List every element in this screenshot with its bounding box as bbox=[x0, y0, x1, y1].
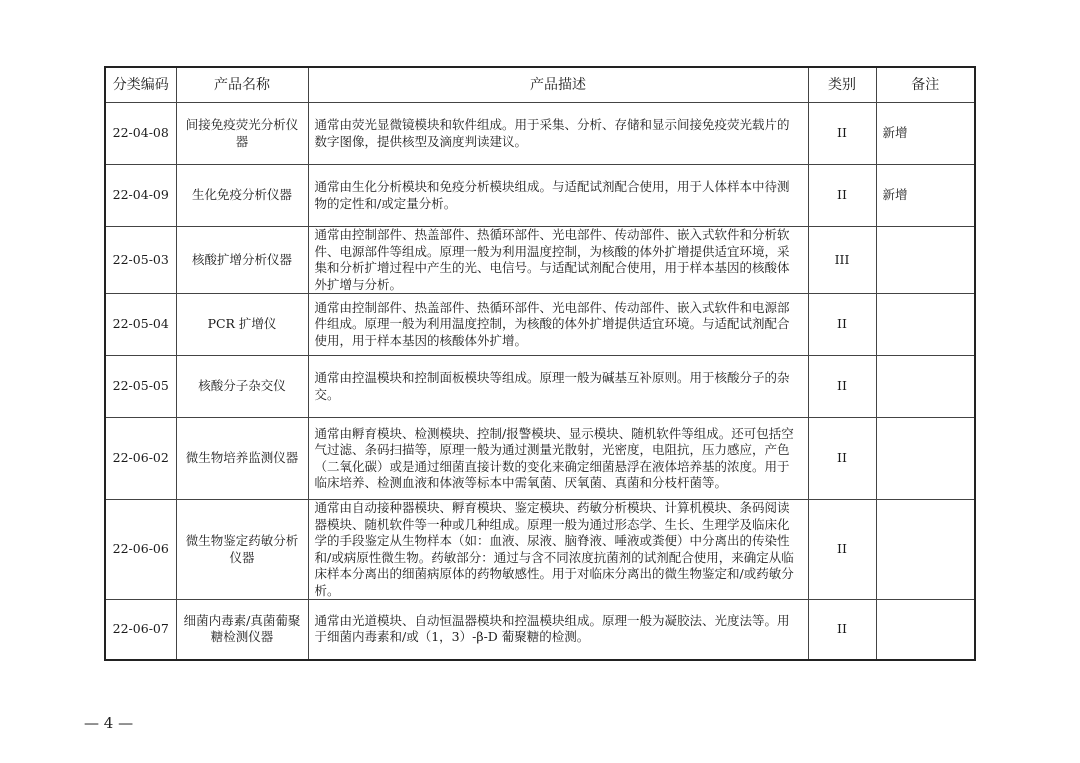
header-remark: 备注 bbox=[876, 67, 975, 103]
cell-remark bbox=[876, 356, 975, 418]
cell-code: 22-06-06 bbox=[105, 500, 176, 600]
header-code: 分类编码 bbox=[105, 67, 176, 103]
cell-description: 通常由孵育模块、检测模块、控制/报警模块、显示模块、随机软件等组成。还可包括空气过滤、条码扫描等，原理一般为通过测量光散射，光密度，电阻抗，压力感应，产色（二氧化碳）或是通过细菌直接计数的变化来确定细菌悬浮在液体培养基的浓度。用于临床培养、检测血液和体液等标本中需氧菌、厌氧菌、真菌和分枝杆菌等。 bbox=[308, 418, 808, 500]
table-row bbox=[105, 356, 975, 418]
table-row bbox=[105, 165, 975, 227]
cell-description: 通常由控制部件、热盖部件、热循环部件、光电部件、传动部件、嵌入式软件和分析软件、电源部件等组成。原理一般为利用温度控制，为核酸的体外扩增提供适宜环境，采集和分析扩增过程中产生的光、电信号。与适配试剂配合使用，用于样本基因的核酸体外扩增与分析。 bbox=[308, 227, 808, 294]
cell-name: 生化免疫分析仪器 bbox=[176, 165, 308, 227]
cell-category: II bbox=[808, 356, 876, 418]
header-description: 产品描述 bbox=[308, 67, 808, 103]
cell-remark bbox=[876, 600, 975, 660]
cell-description: 通常由光道模块、自动恒温器模块和控温模块组成。原理一般为凝胶法、光度法等。用于细菌内毒素和/或（1，3）-β-D 葡聚糖的检测。 bbox=[308, 600, 808, 660]
cell-description: 通常由自动接种器模块、孵育模块、鉴定模块、药敏分析模块、计算机模块、条码阅读器模块、随机软件等一种或几种组成。原理一般为通过形态学、生长、生理学及临床化学的手段鉴定从生物样本（如：血液、尿液、脑脊液、唾液或粪便）中分离出的传染性和/或病原性微生物。药敏部分：通过与含不同浓度抗菌剂的试剂配合使用，来确定从临床样本分离出的细菌病原体的药物敏感性。用于对临床分离出的微生物鉴定和/或药敏分析。 bbox=[308, 500, 808, 600]
cell-category: II bbox=[808, 103, 876, 165]
header-category: 类别 bbox=[808, 67, 876, 103]
page-number: — 4 — bbox=[84, 714, 134, 732]
cell-remark bbox=[876, 500, 975, 600]
cell-name: 核酸分子杂交仪 bbox=[176, 356, 308, 418]
cell-code: 22-06-07 bbox=[105, 600, 176, 660]
catalog-table bbox=[104, 66, 976, 661]
cell-code: 22-04-09 bbox=[105, 165, 176, 227]
cell-remark bbox=[876, 418, 975, 500]
cell-remark: 新增 bbox=[876, 165, 975, 227]
cell-name: PCR 扩增仪 bbox=[176, 294, 308, 356]
cell-name: 间接免疫荧光分析仪器 bbox=[176, 103, 308, 165]
table-row bbox=[105, 500, 975, 600]
table-row bbox=[105, 227, 975, 294]
cell-name: 核酸扩增分析仪器 bbox=[176, 227, 308, 294]
cell-name: 细菌内毒素/真菌葡聚糖检测仪器 bbox=[176, 600, 308, 660]
table-row bbox=[105, 418, 975, 500]
table-row bbox=[105, 294, 975, 356]
cell-code: 22-06-02 bbox=[105, 418, 176, 500]
cell-remark bbox=[876, 294, 975, 356]
cell-description: 通常由荧光显微镜模块和软件组成。用于采集、分析、存储和显示间接免疫荧光载片的数字图像，提供核型及滴度判读建议。 bbox=[308, 103, 808, 165]
cell-category: II bbox=[808, 500, 876, 600]
cell-code: 22-04-08 bbox=[105, 103, 176, 165]
cell-description: 通常由控制部件、热盖部件、热循环部件、光电部件、传动部件、嵌入式软件和电源部件组成。原理一般为利用温度控制，为核酸的体外扩增提供适宜环境。与适配试剂配合使用，用于样本基因的核酸体外扩增。 bbox=[308, 294, 808, 356]
cell-remark bbox=[876, 227, 975, 294]
cell-description: 通常由控温模块和控制面板模块等组成。原理一般为碱基互补原则。用于核酸分子的杂交。 bbox=[308, 356, 808, 418]
cell-remark: 新增 bbox=[876, 103, 975, 165]
cell-category: III bbox=[808, 227, 876, 294]
cell-description: 通常由生化分析模块和免疫分析模块组成。与适配试剂配合使用，用于人体样本中待测物的定性和/或定量分析。 bbox=[308, 165, 808, 227]
cell-category: II bbox=[808, 600, 876, 660]
header-name: 产品名称 bbox=[176, 67, 308, 103]
cell-name: 微生物鉴定药敏分析仪器 bbox=[176, 500, 308, 600]
table-header-row bbox=[105, 67, 975, 103]
cell-category: II bbox=[808, 165, 876, 227]
table-row bbox=[105, 103, 975, 165]
cell-code: 22-05-05 bbox=[105, 356, 176, 418]
table-row bbox=[105, 600, 975, 660]
cell-name: 微生物培养监测仪器 bbox=[176, 418, 308, 500]
cell-code: 22-05-04 bbox=[105, 294, 176, 356]
cell-code: 22-05-03 bbox=[105, 227, 176, 294]
cell-category: II bbox=[808, 294, 876, 356]
cell-category: II bbox=[808, 418, 876, 500]
